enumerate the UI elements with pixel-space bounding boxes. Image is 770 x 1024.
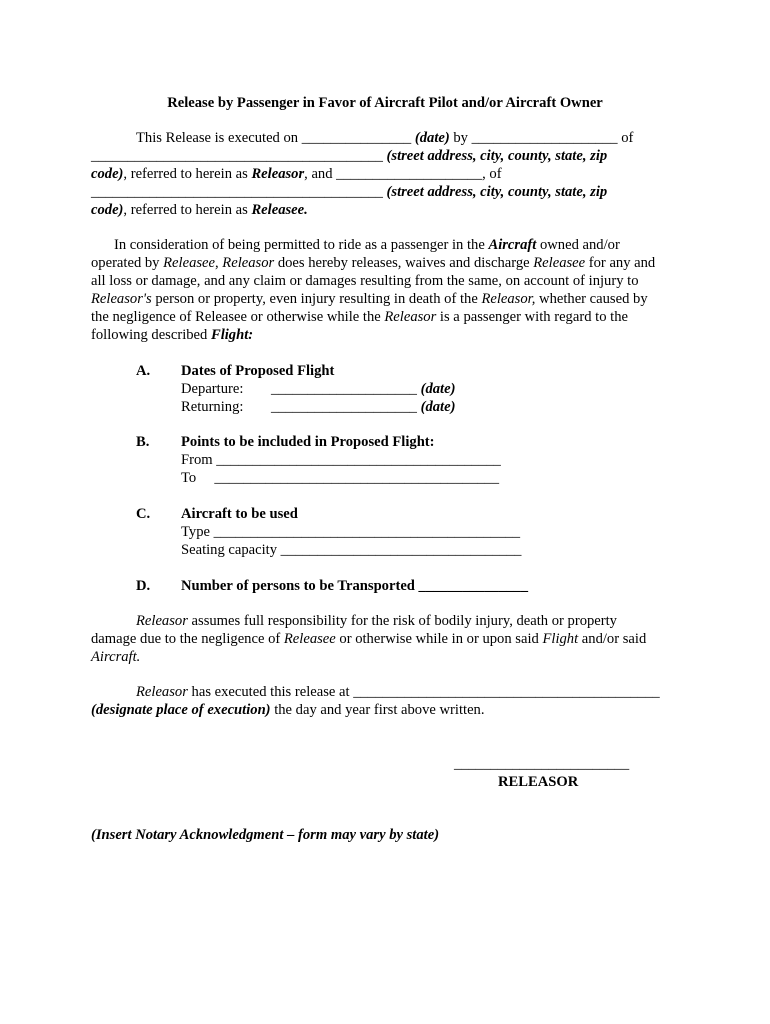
intro-line-2: ________________________________________ (street address, city, county, state, zip <box>91 148 608 164</box>
consideration-line-6: following described Flight: <box>91 327 254 343</box>
consideration-line-1: In consideration of being permitted to ride as a passenger in the Aircraft owned and/or <box>114 237 620 253</box>
section-d-letter: D. <box>136 578 151 594</box>
consideration-line-2: operated by Releasee, Releasor does hereby releases, waives and discharge Releasee for any and <box>91 255 656 271</box>
departure-label: Departure: <box>181 381 244 397</box>
returning-date-field[interactable]: ____________________ (date) <box>271 399 456 415</box>
section-a-heading: Dates of Proposed Flight <box>181 363 335 379</box>
seating-capacity-field[interactable]: Seating capacity _________________________________ <box>181 542 522 558</box>
departure-date-field[interactable]: ____________________ (date) <box>271 381 456 397</box>
execution-place-field[interactable]: Releasor has executed this release at __________________________________________ <box>136 684 660 700</box>
responsibility-line-2: damage due to the negligence of Releasee or otherwise while in or upon said Flight and/or said <box>91 631 647 647</box>
responsibility-line-1: Releasor assumes full responsibility for the risk of bodily injury, death or property <box>136 613 617 629</box>
signature-line[interactable]: ________________________ <box>454 756 630 772</box>
notary-note: (Insert Notary Acknowledgment – form may vary by state) <box>91 827 440 843</box>
aircraft-type-field[interactable]: Type __________________________________________ <box>181 524 521 540</box>
consideration-line-4: Releasor's person or property, even injury resulting in death of the Releasor, whether caused by <box>91 291 648 307</box>
section-b-letter: B. <box>136 434 150 450</box>
from-field[interactable]: From _______________________________________ <box>181 452 501 468</box>
intro-line-4: ________________________________________ (street address, city, county, state, zip <box>91 184 608 200</box>
consideration-line-3: all loss or damage, and any claim or damages resulting from the same, on account of injury to <box>91 273 639 289</box>
document-title: Release by Passenger in Favor of Aircraft Pilot and/or Aircraft Owner <box>167 95 603 111</box>
section-c-heading: Aircraft to be used <box>181 506 298 522</box>
section-c-letter: C. <box>136 506 151 522</box>
intro-line-3: code), referred to herein as Releasor, and ____________________, of <box>91 166 502 182</box>
responsibility-line-3: Aircraft. <box>91 649 141 665</box>
returning-label: Returning: <box>181 399 244 415</box>
execution-line-2: (designate place of execution) the day and year first above written. <box>91 702 485 718</box>
intro-line-5: code), referred to herein as Releasee. <box>91 202 308 218</box>
section-b-heading: Points to be included in Proposed Flight: <box>181 434 435 450</box>
releasor-label: RELEASOR <box>498 774 579 790</box>
to-field[interactable]: To _______________________________________ <box>181 470 500 486</box>
intro-line-1: This Release is executed on _______________ (date) by ____________________ of <box>136 130 634 146</box>
consideration-line-5: the negligence of Releasee or otherwise while the Releasor is a passenger with regard to the <box>91 309 628 325</box>
persons-transported-field[interactable]: Number of persons to be Transported _______________ <box>181 578 529 594</box>
section-a-letter: A. <box>136 363 151 379</box>
